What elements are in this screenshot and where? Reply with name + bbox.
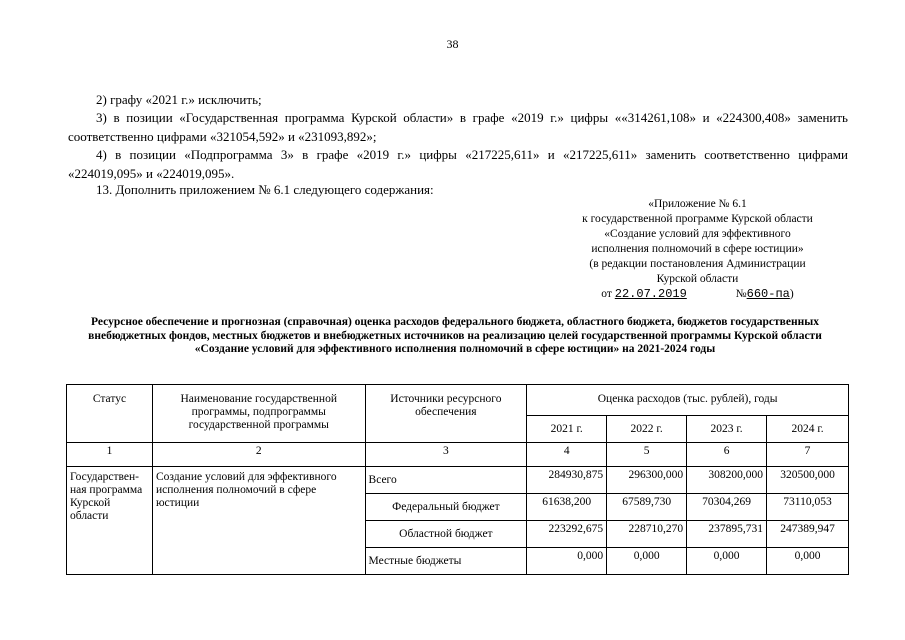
number-prefix: № (735, 288, 747, 300)
appendix-block (560, 197, 835, 302)
value-cell: 67589,730 (607, 494, 687, 521)
source-cell: Областной бюджет (365, 521, 527, 548)
appendix-line-3: «Создание условий для эффективного (604, 228, 791, 240)
value-cell: 228710,270 (607, 521, 687, 548)
document-number: 660-па (746, 287, 790, 301)
value-cell: 237895,731 (687, 521, 767, 548)
value-cell: 61638,200 (527, 494, 607, 521)
value-cell: 70304,269 (687, 494, 767, 521)
table-heading: Ресурсное обеспечение и прогнозная (справочная) оценка расходов федерального бюджета, областного бюджета, бюджетов государственных внебюджетных фондов, местных бюджетов и внебюджетных источников на реализацию целей государственной программы Курской области «Создание условий для эффективного исполнения полномочий в сфере юстиции» на 2021-2024 годы (88, 316, 822, 355)
status-cell: Государствен-ная программа Курской области (67, 467, 153, 575)
col-number: 2 (152, 443, 365, 467)
page-number: 38 (446, 37, 459, 51)
header-year-2024: 2024 г. (767, 416, 849, 443)
appendix-line-6: Курской области (656, 273, 739, 285)
header-year-2021: 2021 г. (527, 416, 607, 443)
table-row (67, 467, 849, 494)
col-number: 3 (365, 443, 527, 467)
appendix-line-4: исполнения полномочий в сфере юстиции» (591, 243, 804, 255)
value-cell: 223292,675 (527, 521, 607, 548)
header-status: Статус (67, 385, 153, 443)
paragraph-4: 13. Дополнить приложением № 6.1 следующего содержания: (96, 182, 434, 197)
appendix-date-line (560, 287, 835, 302)
col-number: 7 (767, 443, 849, 467)
appendix-line-1: «Приложение № 6.1 (648, 198, 747, 210)
value-cell: 284930,875 (527, 467, 607, 494)
value-cell: 0,000 (767, 548, 849, 575)
source-cell: Местные бюджеты (365, 548, 527, 575)
appendix-line-5: (в редакции постановления Администрации (589, 258, 806, 270)
resource-table (66, 384, 849, 575)
value-cell: 73110,053 (767, 494, 849, 521)
program-name-cell: Создание условий для эффективного исполнения полномочий в сфере юстиции (152, 467, 365, 575)
col-number: 1 (67, 443, 153, 467)
value-cell: 0,000 (687, 548, 767, 575)
appendix-line-2: к государственной программе Курской области (582, 213, 813, 225)
paragraph-2: 3) в позиции «Государственная программа Курской области» в графе «2019 г.» цифры ««314261,108» и «224300,408» заменить соответственно цифрами «321054,592» и «231093,892»; (68, 110, 848, 144)
value-cell: 0,000 (607, 548, 687, 575)
header-year-2023: 2023 г. (687, 416, 767, 443)
value-cell: 296300,000 (607, 467, 687, 494)
value-cell: 320500,000 (767, 467, 849, 494)
source-cell: Федеральный бюджет (365, 494, 527, 521)
source-cell: Всего (365, 467, 527, 494)
header-source: Источники ресурсного обеспечения (365, 385, 527, 443)
col-number: 6 (687, 443, 767, 467)
header-year-2022: 2022 г. (607, 416, 687, 443)
value-cell: 308200,000 (687, 467, 767, 494)
appendix-close-paren: ) (789, 288, 794, 300)
header-name: Наименование государственной программы, подпрограммы государственной программы (152, 385, 365, 443)
paragraph-3: 4) в позиции «Подпрограмма 3» в графе «2019 г.» цифры «217225,611» и «217225,611» заменить соответственно цифрами «224019,095» и «224019,095». (68, 147, 848, 181)
value-cell: 0,000 (527, 548, 607, 575)
header-estimate: Оценка расходов (тыс. рублей), годы (527, 385, 849, 416)
document-date: 22.07.2019 (614, 287, 687, 301)
col-number: 4 (527, 443, 607, 467)
value-cell: 247389,947 (767, 521, 849, 548)
date-prefix: от (601, 288, 612, 300)
paragraph-1: 2) графу «2021 г.» исключить; (96, 92, 262, 107)
col-number: 5 (607, 443, 687, 467)
